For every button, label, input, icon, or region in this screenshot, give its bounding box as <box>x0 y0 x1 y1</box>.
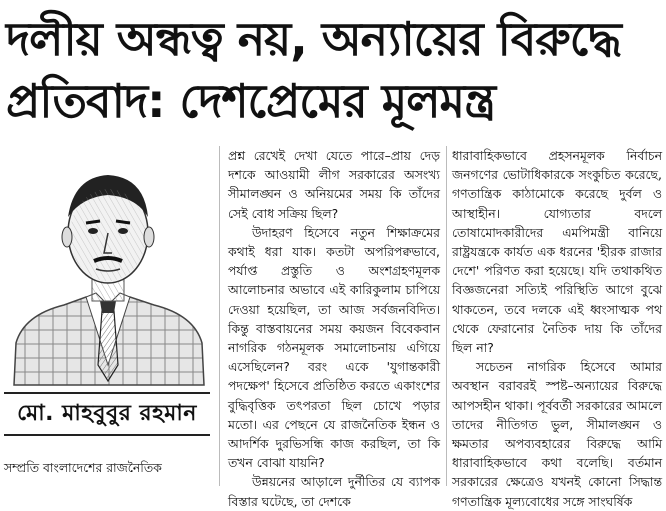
author-name: মো. মাহবুবুর রহমান <box>17 400 197 426</box>
headline-line-1: দলীয় অন্ধত্ব নয়, অন্যায়ের বিরুদ্ধে <box>6 12 621 66</box>
paragraph: সম্প্রতি বাংলাদেশের রাজনৈতিক <box>4 460 162 475</box>
headline-line-2: প্রতিবাদ: দেশপ্রেমের মূলমন্ত্র <box>6 74 496 128</box>
author-byline <box>4 392 210 436</box>
paragraph: সচেতন নাগরিক হিসেবে আমার অবস্থান বরাবরই স্পষ্ট–অন্যায়ের বিরুদ্ধে আপসহীন থাকা। পূর্ববর্তী সরকারের আমলে তাদের নীতিগত ভুল, সীমালঙ্ঘন ও ক্ষমতার অপব্যবহারের বিরুদ্ধে আমি ধারাবাহিকভাবে কথা বলেছি। বর্তমান সরকারের ক্ষেত্রেও যখনই কোনো সিদ্ধান্ত গণতান্ত্রিক মূল্যবোধের সঙ্গে সাংঘর্ষিক <box>452 359 662 509</box>
column-divider <box>446 146 447 486</box>
author-portrait-illustration <box>4 155 212 385</box>
paragraph: ধারাবাহিকভাবে প্রহসনমূলক নির্বাচন জনগণের ভোটাধিকারকে সংকুচিত করেছে, গণতান্ত্রিক কাঠামোকে করেছে দুর্বল ও আস্থাহীন। যোগ্যতার বদলে তোষামোদকারীদের এমপিমন্ত্রী বানিয়ে রাষ্ট্রযন্ত্রকে কার্যত এক ধরনের 'হীরক রাজার দেশে' পরিণত করা হয়েছে। যদি তথাকথিত বিজ্ঞজনেরা সত্যিই পরিস্থিতি আগে বুঝে থাকতেন, তবে দলকে এই ধ্বংসাত্মক পথ থেকে ফেরানোর নৈতিক দায় কি তাঁদের ছিল না? <box>452 148 662 356</box>
paragraph: প্রশ্ন রেখেই দেখা যেতে পারে–প্রায় দেড় দশকে আওয়ামী লীগ সরকারের অসংখ্য সীমালঙ্ঘন ও অনিয়মের সময় কি তাঁদের সেই বোধ সক্রিয় ছিল? <box>228 148 440 221</box>
paragraph: উদাহরণ হিসেবে নতুন শিক্ষাক্রমের কথাই ধরা যাক। কতটা অপরিপক্বভাবে, পর্যাপ্ত প্রস্তুতি ও অংশগ্রহণমূলক আলোচনার অভাবে এই কারিকুলাম চাপিয়ে দেওয়া হয়েছিল, তা আজ সর্বজনবিদিত। কিন্তু বাস্তবায়নের সময় কয়জন বিবেকবান নাগরিক গঠনমূলক সমালোচনায় এগিয়ে এসেছিলেন? বরং একে 'যুগান্তকারী পদক্ষেপ' হিসেবে প্রতিষ্ঠিত করতে একাংশের বুদ্ধিবৃত্তিক তৎপরতা ছিল চোখে পড়ার মতো। এর পেছনে যে রাজনৈতিক ইন্ধন ও আদর্শিক দুরভিসন্ধি কাজ করছিল, তা কি তখন বোঝা যায়নি? <box>228 224 440 471</box>
article-headline <box>6 8 662 132</box>
article-column-middle <box>228 146 440 509</box>
column-divider <box>219 146 220 486</box>
paragraph: উন্নয়নের আড়ালে দুর্নীতির যে ব্যাপক বিস্তার ঘটেছে, তা দেশকে <box>228 474 440 509</box>
article-column-left <box>4 458 210 486</box>
article-column-right <box>452 146 662 509</box>
author-portrait <box>4 155 212 385</box>
